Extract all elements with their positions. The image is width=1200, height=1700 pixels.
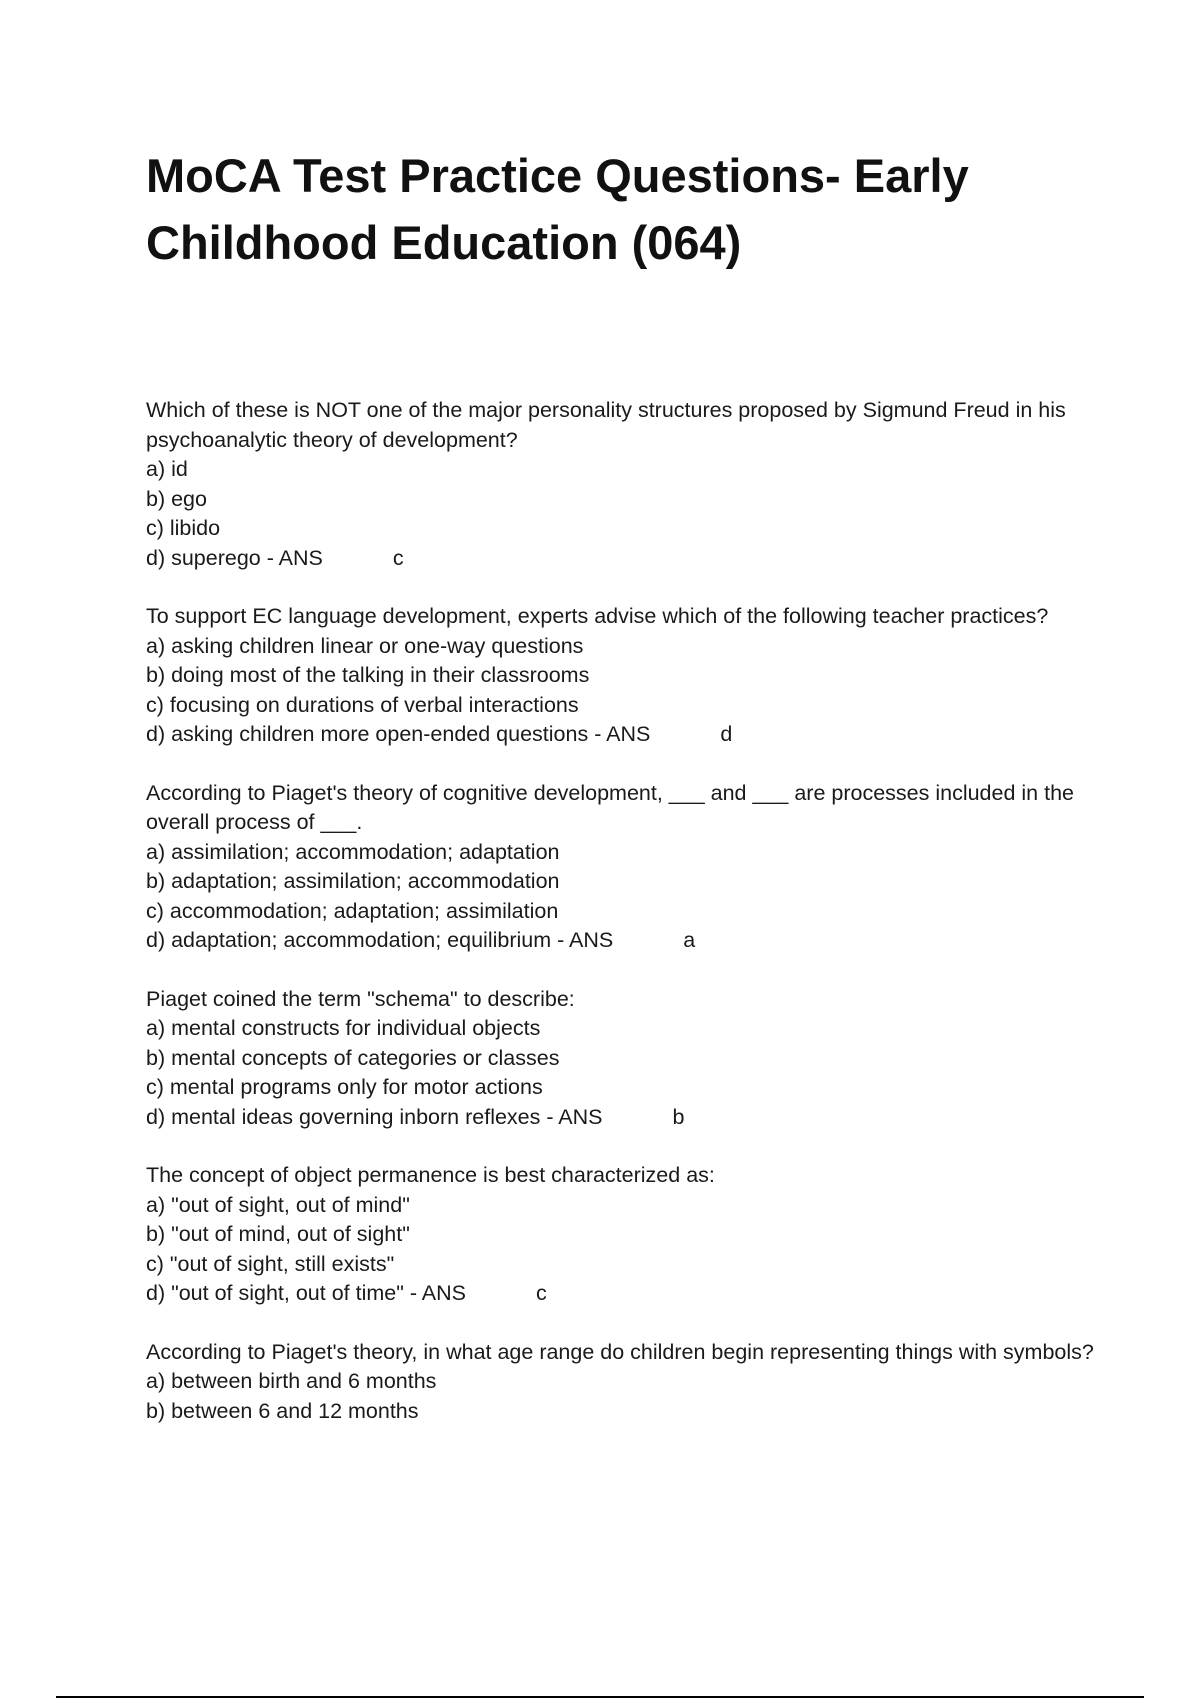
answer-key: b [672, 1104, 685, 1129]
question-stem: According to Piaget's theory of cognitive development, ___ and ___ are processes included in the overall process of ___. [146, 780, 1074, 834]
question-block [146, 602, 1096, 750]
answer-option-final [146, 1279, 1096, 1309]
question-block [146, 985, 1096, 1133]
answer-option: b) between 6 and 12 months [146, 1398, 419, 1423]
answer-option: c) accommodation; adaptation; assimilation [146, 898, 559, 923]
answer-option-final [146, 926, 1096, 956]
answer-option: c) focusing on durations of verbal interactions [146, 692, 579, 717]
question-stem: Piaget coined the term "schema" to describe: [146, 986, 575, 1011]
answer-option-text: d) mental ideas governing inborn reflexes - ANS [146, 1104, 603, 1129]
answer-option-final [146, 544, 1096, 574]
answer-option: a) mental constructs for individual objects [146, 1016, 541, 1040]
question-stem: The concept of object permanence is best characterized as: [146, 1163, 715, 1187]
question-block [146, 1338, 1096, 1427]
page-bottom-rule [56, 1696, 1144, 1698]
answer-option: c) "out of sight, still exists" [146, 1251, 395, 1276]
answer-option: b) mental concepts of categories or classes [146, 1045, 560, 1070]
answer-key: c [392, 545, 404, 570]
answer-option-final [146, 720, 1096, 750]
answer-option-text: d) asking children more open-ended questions - ANS [146, 722, 651, 746]
question-block [146, 1161, 1096, 1309]
answer-key: c [536, 1281, 547, 1305]
question-stem: Which of these is NOT one of the major personality structures proposed by Sigmund Freud in his psychoanalytic theory of development? [146, 398, 1066, 452]
question-stem: According to Piaget's theory, in what age range do children begin representing things with symbols? [146, 1339, 1094, 1364]
answer-option: b) ego [146, 486, 207, 511]
answer-option: b) adaptation; assimilation; accommodation [146, 869, 560, 893]
question-block [146, 779, 1096, 956]
question-list [146, 396, 1096, 1455]
page-title: MoCA Test Practice Questions- Early Childhood Education (064) [146, 149, 969, 269]
answer-option: a) id [146, 457, 188, 481]
answer-option-text: d) "out of sight, out of time" - ANS [146, 1281, 466, 1305]
answer-option: b) doing most of the talking in their classrooms [146, 663, 590, 687]
answer-option-final [146, 1103, 1096, 1133]
answer-option: c) mental programs only for motor actions [146, 1075, 543, 1099]
answer-option: a) "out of sight, out of mind" [146, 1192, 410, 1217]
answer-option: a) assimilation; accommodation; adaptation [146, 839, 560, 864]
question-block [146, 396, 1096, 573]
answer-option: c) libido [146, 516, 221, 540]
answer-option-text: d) adaptation; accommodation; equilibrium - ANS [146, 928, 614, 952]
answer-key: d [720, 722, 733, 746]
answer-option: a) asking children linear or one-way questions [146, 633, 584, 658]
answer-option: a) between birth and 6 months [146, 1369, 437, 1393]
question-stem: To support EC language development, experts advise which of the following teacher practices? [146, 604, 1049, 628]
answer-key: a [683, 928, 696, 952]
answer-option: b) "out of mind, out of sight" [146, 1222, 410, 1246]
answer-option-text: d) superego - ANS [146, 545, 323, 570]
